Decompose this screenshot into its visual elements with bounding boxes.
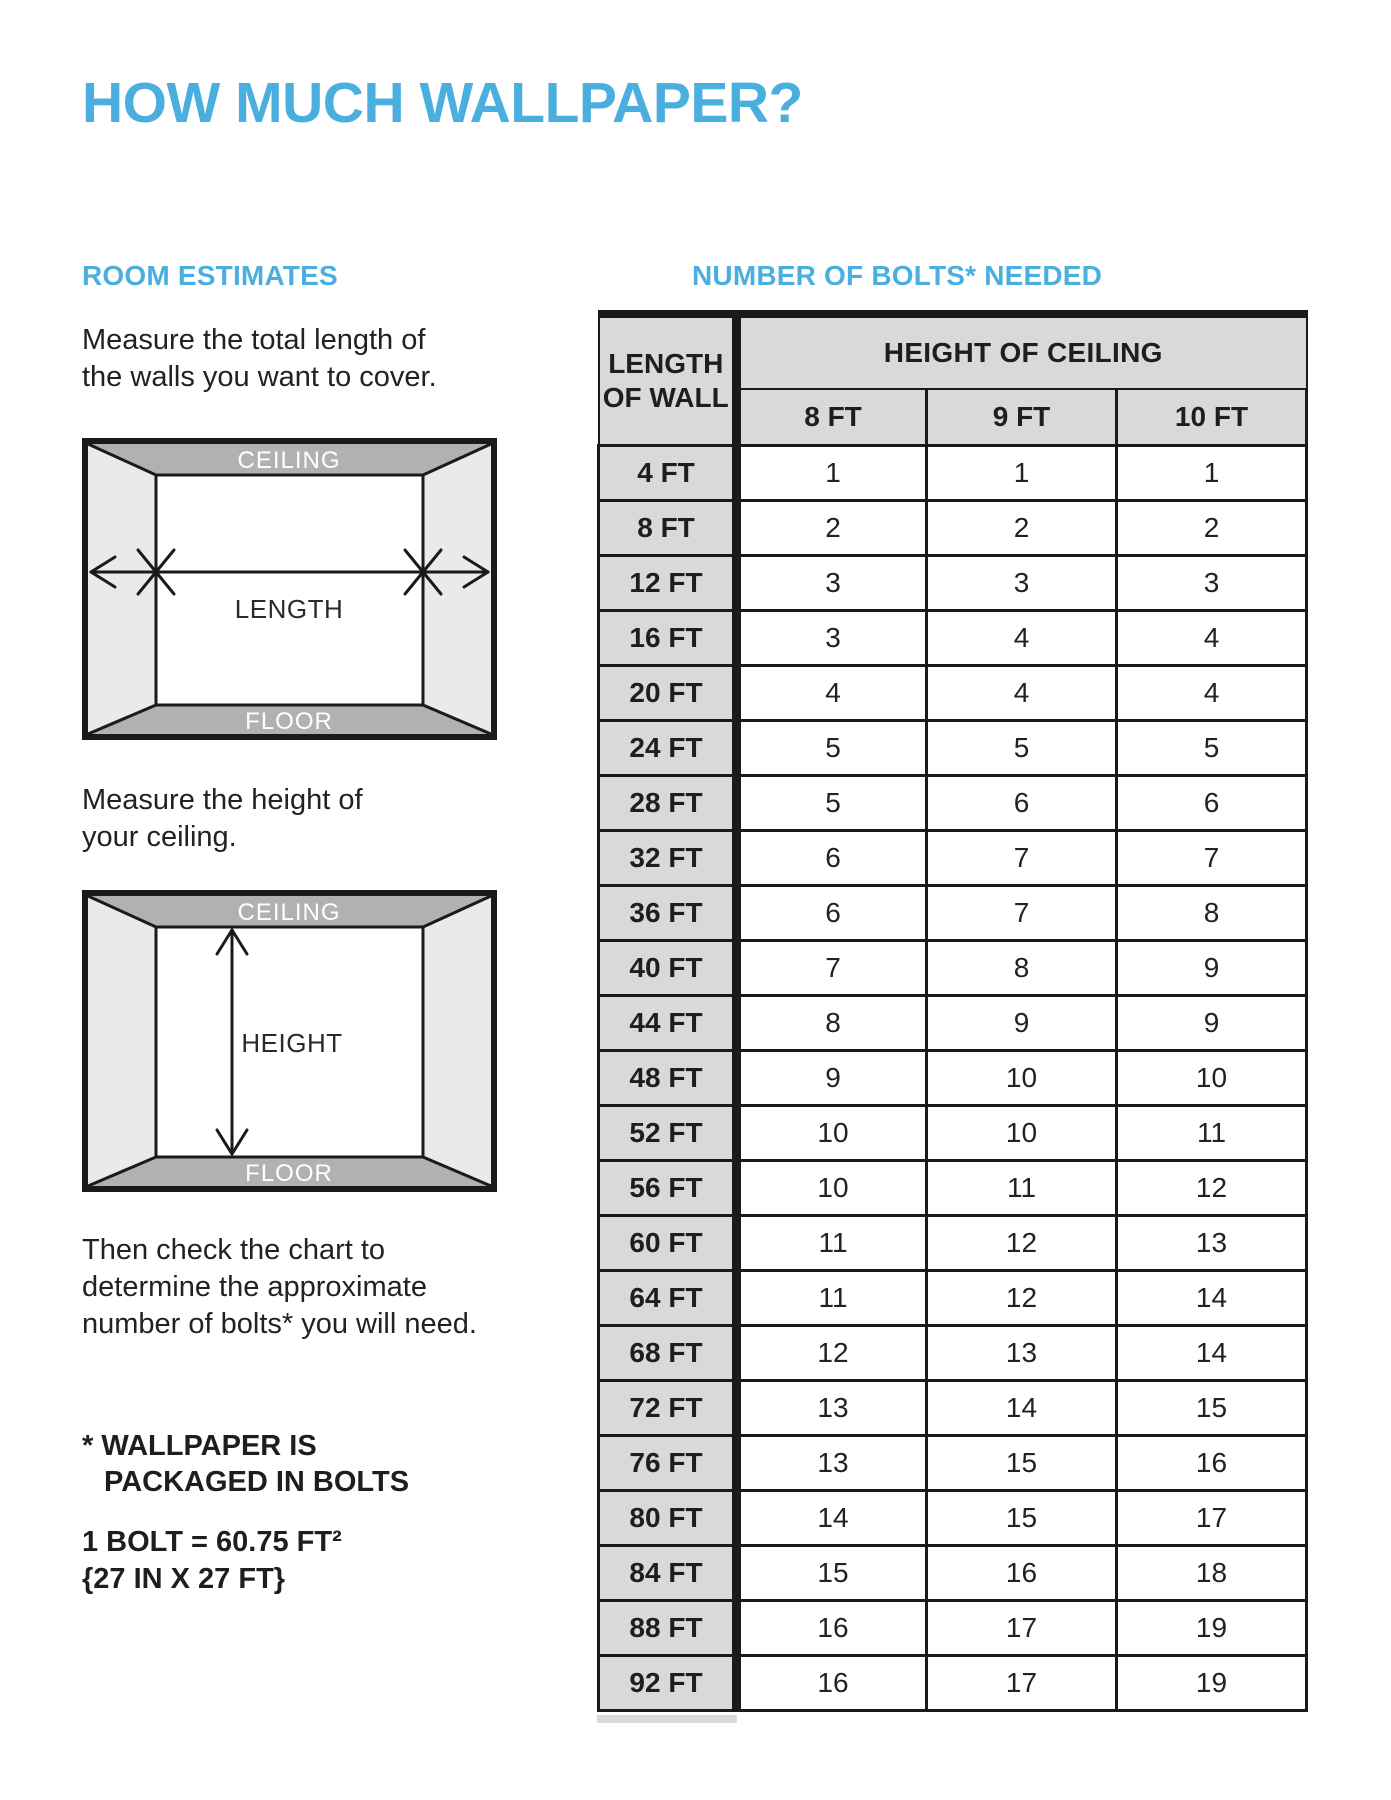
bolt-count-cell: 11 xyxy=(1117,1106,1307,1161)
bolt-count-cell: 15 xyxy=(927,1491,1117,1546)
bolt-count-cell: 7 xyxy=(927,886,1117,941)
bolt-count-cell: 18 xyxy=(1117,1546,1307,1601)
bolt-count-cell: 19 xyxy=(1117,1656,1307,1711)
column-header-9ft: 9 FT xyxy=(927,389,1117,446)
table-row xyxy=(599,611,1307,666)
bolt-count-cell: 2 xyxy=(1117,501,1307,556)
bolt-count-cell: 13 xyxy=(737,1381,927,1436)
table-row xyxy=(599,666,1307,721)
bolt-count-cell: 4 xyxy=(1117,611,1307,666)
bolt-count-cell: 12 xyxy=(927,1271,1117,1326)
bolt-count-cell: 9 xyxy=(737,1051,927,1106)
bolt-count-cell: 2 xyxy=(737,501,927,556)
bolt-count-cell: 8 xyxy=(1117,886,1307,941)
wall-length-cell: 60 FT xyxy=(599,1216,737,1271)
bolt-count-cell: 2 xyxy=(927,501,1117,556)
bolt-count-cell: 14 xyxy=(927,1381,1117,1436)
ceiling-label: CEILING xyxy=(237,447,341,474)
bolt-count-cell: 16 xyxy=(737,1656,927,1711)
wall-length-cell: 76 FT xyxy=(599,1436,737,1491)
left-wall-panel xyxy=(88,444,156,734)
wall-length-cell: 56 FT xyxy=(599,1161,737,1216)
bolt-count-cell: 16 xyxy=(927,1546,1117,1601)
bolt-count-cell: 9 xyxy=(1117,996,1307,1051)
bolt-count-cell: 8 xyxy=(927,941,1117,996)
measure-height-instruction xyxy=(82,782,363,856)
bolt-count-cell: 17 xyxy=(927,1601,1117,1656)
bolt-count-cell: 15 xyxy=(737,1546,927,1601)
ceiling-height-diagram xyxy=(82,890,497,1192)
right-wall-panel xyxy=(423,444,491,734)
table-row xyxy=(599,446,1307,501)
instruction-line: determine the approximate xyxy=(82,1271,427,1303)
corner-header-cell xyxy=(599,314,737,446)
wall-length-cell: 92 FT xyxy=(599,1656,737,1711)
bolt-count-cell: 11 xyxy=(737,1271,927,1326)
bolt-count-cell: 3 xyxy=(737,556,927,611)
bolt-count-cell: 6 xyxy=(1117,776,1307,831)
bolt-count-cell: 10 xyxy=(927,1106,1117,1161)
wall-length-cell: 72 FT xyxy=(599,1381,737,1436)
bolt-count-cell: 4 xyxy=(927,666,1117,721)
bolt-count-cell: 17 xyxy=(927,1656,1117,1711)
table-row xyxy=(599,886,1307,941)
bolts-footnote xyxy=(82,1428,409,1500)
table-header-row xyxy=(599,314,1307,389)
wall-length-cell: 4 FT xyxy=(599,446,737,501)
room-length-diagram xyxy=(82,438,497,740)
bolt-count-cell: 19 xyxy=(1117,1601,1307,1656)
page-title: HOW MUCH WALLPAPER? xyxy=(82,71,803,135)
bolt-count-cell: 14 xyxy=(737,1491,927,1546)
footnote-line: * WALLPAPER IS xyxy=(82,1430,317,1462)
bolt-count-cell: 7 xyxy=(737,941,927,996)
column-header-10ft: 10 FT xyxy=(1117,389,1307,446)
bolt-equation: 1 BOLT = 60.75 FT² xyxy=(82,1526,342,1558)
bolt-count-cell: 4 xyxy=(927,611,1117,666)
table-shadow xyxy=(597,1715,737,1723)
wall-length-cell: 36 FT xyxy=(599,886,737,941)
table-row xyxy=(599,1271,1307,1326)
bolt-count-cell: 15 xyxy=(1117,1381,1307,1436)
room-estimates-heading: ROOM ESTIMATES xyxy=(82,260,338,291)
table-row xyxy=(599,1656,1307,1711)
bolt-count-cell: 13 xyxy=(927,1326,1117,1381)
bolt-count-cell: 6 xyxy=(737,831,927,886)
bolts-table-container xyxy=(597,310,1308,1712)
wall-length-cell: 12 FT xyxy=(599,556,737,611)
table-row xyxy=(599,996,1307,1051)
instruction-line: Measure the total length of xyxy=(82,324,426,356)
wall-length-cell: 88 FT xyxy=(599,1601,737,1656)
bolt-count-cell: 13 xyxy=(737,1436,927,1491)
bolt-count-cell: 5 xyxy=(737,776,927,831)
bolt-count-cell: 10 xyxy=(1117,1051,1307,1106)
table-row xyxy=(599,776,1307,831)
wall-length-cell: 84 FT xyxy=(599,1546,737,1601)
bolt-count-cell: 6 xyxy=(927,776,1117,831)
wall-length-cell: 44 FT xyxy=(599,996,737,1051)
bolt-count-cell: 17 xyxy=(1117,1491,1307,1546)
wall-length-cell: 80 FT xyxy=(599,1491,737,1546)
bolt-count-cell: 11 xyxy=(927,1161,1117,1216)
table-row xyxy=(599,1051,1307,1106)
bolt-count-cell: 16 xyxy=(737,1601,927,1656)
measure-length-instruction xyxy=(82,322,437,396)
length-label: LENGTH xyxy=(234,594,344,624)
floor-label: FLOOR xyxy=(245,1160,333,1187)
instruction-line: Then check the chart to xyxy=(82,1234,386,1266)
bolts-table-body xyxy=(599,314,1307,1711)
bolt-size-info xyxy=(82,1524,342,1598)
wall-length-cell: 20 FT xyxy=(599,666,737,721)
table-row xyxy=(599,1216,1307,1271)
bolt-dimensions: {27 IN X 27 FT} xyxy=(82,1563,286,1595)
bolt-count-cell: 8 xyxy=(737,996,927,1051)
bolt-count-cell: 3 xyxy=(737,611,927,666)
bolt-count-cell: 10 xyxy=(737,1106,927,1161)
wall-length-cell: 64 FT xyxy=(599,1271,737,1326)
wall-length-cell: 28 FT xyxy=(599,776,737,831)
table-row xyxy=(599,831,1307,886)
table-row xyxy=(599,721,1307,776)
table-row xyxy=(599,1546,1307,1601)
instruction-line: number of bolts* you will need. xyxy=(82,1308,477,1340)
bolt-count-cell: 7 xyxy=(1117,831,1307,886)
bolt-count-cell: 13 xyxy=(1117,1216,1307,1271)
instruction-line: the walls you want to cover. xyxy=(82,361,437,393)
table-row xyxy=(599,1381,1307,1436)
bolt-count-cell: 9 xyxy=(1117,941,1307,996)
bolt-count-cell: 9 xyxy=(927,996,1117,1051)
wall-length-cell: 16 FT xyxy=(599,611,737,666)
wall-length-cell: 32 FT xyxy=(599,831,737,886)
bolt-count-cell: 6 xyxy=(737,886,927,941)
floor-label: FLOOR xyxy=(245,708,333,735)
bolt-count-cell: 7 xyxy=(927,831,1117,886)
table-row xyxy=(599,1106,1307,1161)
bolts-needed-heading: NUMBER OF BOLTS* NEEDED xyxy=(692,260,1103,291)
bolt-count-cell: 1 xyxy=(927,446,1117,501)
table-row xyxy=(599,1601,1307,1656)
wall-length-cell: 8 FT xyxy=(599,501,737,556)
ceiling-height-group-header: HEIGHT OF CEILING xyxy=(737,314,1307,389)
column-header-8ft: 8 FT xyxy=(737,389,927,446)
bolt-count-cell: 1 xyxy=(1117,446,1307,501)
bolt-count-cell: 14 xyxy=(1117,1326,1307,1381)
height-label: HEIGHT xyxy=(241,1028,343,1058)
ceiling-label: CEILING xyxy=(237,899,341,926)
bolt-count-cell: 16 xyxy=(1117,1436,1307,1491)
bolt-count-cell: 3 xyxy=(927,556,1117,611)
bolt-count-cell: 14 xyxy=(1117,1271,1307,1326)
bolt-count-cell: 5 xyxy=(1117,721,1307,776)
instruction-line: Measure the height of xyxy=(82,784,363,816)
bolt-count-cell: 4 xyxy=(737,666,927,721)
bolt-count-cell: 4 xyxy=(1117,666,1307,721)
wall-length-cell: 24 FT xyxy=(599,721,737,776)
left-wall-panel xyxy=(88,896,156,1186)
bolt-count-cell: 5 xyxy=(737,721,927,776)
corner-header-line: LENGTH xyxy=(608,348,724,379)
bolt-count-cell: 3 xyxy=(1117,556,1307,611)
bolts-table xyxy=(597,310,1308,1712)
bolt-count-cell: 11 xyxy=(737,1216,927,1271)
bolt-count-cell: 12 xyxy=(1117,1161,1307,1216)
bolt-count-cell: 12 xyxy=(927,1216,1117,1271)
table-row xyxy=(599,1161,1307,1216)
table-row xyxy=(599,501,1307,556)
wall-length-cell: 40 FT xyxy=(599,941,737,996)
wall-length-cell: 48 FT xyxy=(599,1051,737,1106)
back-wall-panel xyxy=(156,475,423,705)
table-row xyxy=(599,941,1307,996)
bolt-count-cell: 1 xyxy=(737,446,927,501)
right-wall-panel xyxy=(423,896,491,1186)
corner-header-line: OF WALL xyxy=(602,382,729,413)
table-row xyxy=(599,1436,1307,1491)
check-chart-instruction xyxy=(82,1232,477,1343)
bolt-count-cell: 10 xyxy=(737,1161,927,1216)
table-row xyxy=(599,556,1307,611)
footnote-line: PACKAGED IN BOLTS xyxy=(104,1466,410,1498)
table-row xyxy=(599,1491,1307,1546)
table-row xyxy=(599,1326,1307,1381)
bolt-count-cell: 5 xyxy=(927,721,1117,776)
instruction-line: your ceiling. xyxy=(82,821,237,853)
wall-length-cell: 68 FT xyxy=(599,1326,737,1381)
bolt-count-cell: 15 xyxy=(927,1436,1117,1491)
wall-length-cell: 52 FT xyxy=(599,1106,737,1161)
bolt-count-cell: 12 xyxy=(737,1326,927,1381)
bolt-count-cell: 10 xyxy=(927,1051,1117,1106)
